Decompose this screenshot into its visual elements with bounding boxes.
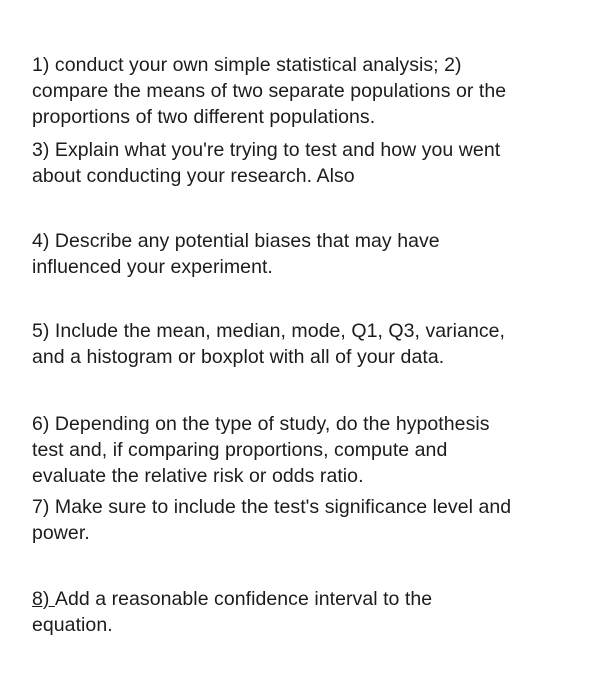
line: about conducting your research. Also xyxy=(32,165,355,187)
line: influenced your experiment. xyxy=(32,256,273,278)
instruction-item-6 xyxy=(32,411,577,489)
line: 1) conduct your own simple statistical analysis; 2) xyxy=(32,54,462,76)
line: and a histogram or boxplot with all of your data. xyxy=(32,346,445,368)
line: equation. xyxy=(32,614,113,636)
line: proportions of two different populations. xyxy=(32,106,376,128)
line: compare the means of two separate populations or the xyxy=(32,80,507,102)
line: 4) Describe any potential biases that may have xyxy=(32,230,440,252)
line: 6) Depending on the type of study, do the hypothesis xyxy=(32,413,490,435)
instruction-item-3 xyxy=(32,137,577,189)
instruction-item-4 xyxy=(32,228,577,280)
line: 5) Include the mean, median, mode, Q1, Q3, variance, xyxy=(32,320,506,342)
line: evaluate the relative risk or odds ratio. xyxy=(32,465,364,487)
instruction-item-8 xyxy=(32,586,577,638)
instruction-item-7 xyxy=(32,494,577,546)
line: test and, if comparing proportions, compute and xyxy=(32,439,448,461)
line: Add a reasonable confidence interval to the xyxy=(54,588,433,610)
line: 7) Make sure to include the test's significance level and xyxy=(32,496,512,518)
instruction-item-5 xyxy=(32,318,577,370)
line: 3) Explain what you're trying to test and how you went xyxy=(32,139,501,161)
line: power. xyxy=(32,522,90,544)
instruction-item-1-2 xyxy=(32,52,577,130)
item-number-underlined: 8) xyxy=(32,588,50,610)
